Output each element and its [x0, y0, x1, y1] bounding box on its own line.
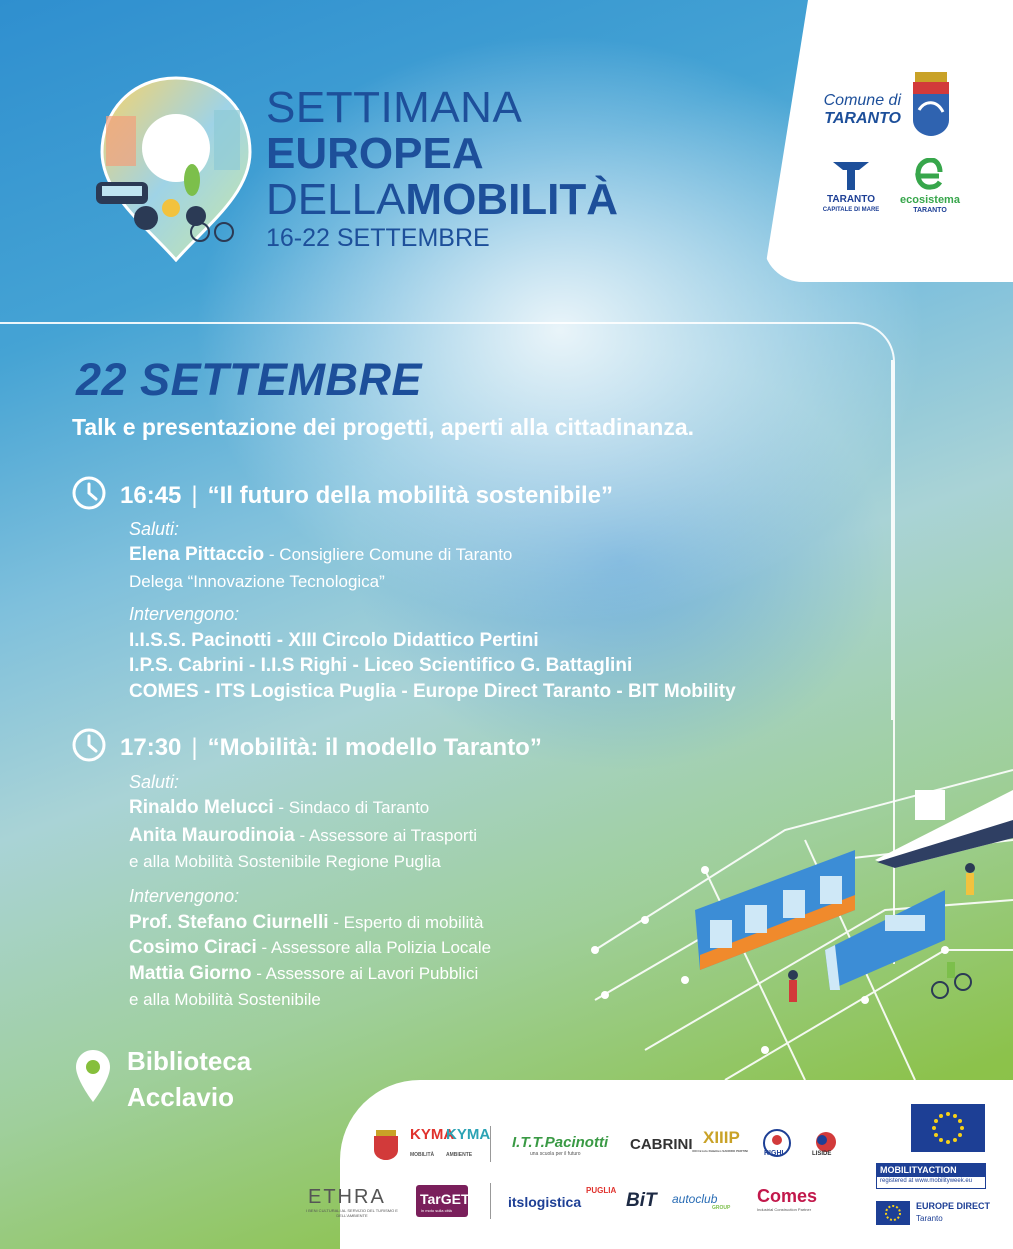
eu-flag-small-icon	[876, 1201, 910, 1225]
event-date: 22 SETTEMBRE	[76, 354, 423, 405]
title-line-3	[266, 175, 619, 224]
session-1-time: 16:45	[120, 482, 182, 509]
target-logo: TarGET	[420, 1191, 470, 1207]
title-line-3-bold: MOBILITÀ	[405, 175, 619, 224]
separator: |	[191, 482, 198, 509]
session-1-title: “Il futuro della mobilità sostenibile”	[207, 482, 613, 509]
kyma-mobilita-logo: KYMA	[410, 1126, 455, 1143]
xiiip-sub: XIII Circolo Didattico SANDRO PERTINI	[692, 1149, 748, 1153]
session-1-greetings-label: Saluti:	[129, 519, 180, 539]
ethra-sub: I BENI CULTURALI AL SERVIZIO DEL TURISMO E DELL'AMBIENTE	[306, 1208, 398, 1218]
ecosistema-logo-text: ecosistema	[900, 194, 960, 206]
sponsor-divider	[490, 1183, 491, 1219]
righi-logo-text: RIGHI	[764, 1150, 784, 1157]
session-2-greeting-3: e alla Mobilità Sostenibile Regione Puglia	[129, 852, 441, 871]
panel-frame-side	[891, 360, 893, 720]
session-2-time: 17:30	[120, 734, 182, 761]
ecosistema-logo-icon	[913, 158, 943, 190]
its-logistica-logo: itslogistica	[508, 1194, 582, 1210]
session-1-speakers-label: Intervengono:	[129, 604, 240, 624]
title-line-3-light: DELLA	[266, 175, 406, 224]
person-name: Prof. Stefano Ciurnelli	[129, 912, 329, 933]
location-pin-icon	[74, 1048, 112, 1104]
comes-logo: Comes	[757, 1186, 818, 1206]
event-subtitle: Talk e presentazione dei progetti, aperti alla cittadinanza.	[72, 414, 695, 440]
mobility-action-sub: registered at www.mobilityweek.eu	[880, 1178, 973, 1184]
clock-icon	[72, 476, 106, 510]
liside-logo-text: LISIDE	[812, 1151, 832, 1157]
title-line-2: EUROPEA	[266, 129, 484, 178]
taranto-crest-icon	[372, 1128, 400, 1162]
kyma-ambiente-logo: KYMA	[446, 1126, 491, 1143]
mobility-action-label: MOBILITYACTION	[877, 1164, 985, 1177]
session-1-greeting-1	[129, 544, 512, 566]
kyma-ambiente-sub: AMBIENTE	[446, 1152, 473, 1158]
mobility-week-pin-logo	[96, 76, 256, 262]
person-role: - Assessore ai Trasporti	[299, 826, 478, 845]
comune-name: TARANTO	[824, 110, 901, 127]
comune-label	[813, 92, 901, 128]
person-name: Mattia Giorno	[129, 963, 252, 984]
venue	[127, 1043, 251, 1115]
pacinotti-logo: I.T.T.Pacinotti	[512, 1134, 609, 1151]
europe-direct-label: EUROPE DIRECT	[916, 1201, 991, 1211]
its-puglia: PUGLIA	[586, 1186, 617, 1195]
separator: |	[191, 734, 198, 761]
person-name: Anita Maurodinoia	[129, 825, 295, 846]
person-role: - Consigliere Comune di Taranto	[268, 545, 513, 564]
comes-sub: Industrial Construction Partner	[757, 1207, 812, 1212]
venue-line-2: Acclavio	[127, 1082, 234, 1112]
session-2-speaker-1	[129, 912, 484, 934]
taranto-coat-of-arms-icon	[909, 70, 953, 138]
person-name: Elena Pittaccio	[129, 544, 265, 565]
comune-di: Comune di	[823, 92, 901, 109]
event-logo-title	[266, 83, 619, 252]
cabrini-logo: CABRINI	[630, 1136, 693, 1153]
clock-icon	[72, 728, 106, 762]
ethra-logo: ETHRA	[308, 1186, 386, 1208]
eu-flag-icon	[911, 1104, 985, 1152]
europe-direct-logo	[876, 1199, 990, 1227]
session-2-header	[120, 734, 542, 762]
person-role: - Assessore ai Lavori Pubblici	[256, 964, 479, 983]
autoclub-sub: GROUP	[712, 1205, 731, 1211]
mobility-action-badge	[876, 1163, 986, 1189]
bit-logo: BiT	[626, 1190, 657, 1211]
ecosistema-logo-sub: TARANTO	[913, 207, 947, 214]
session-2-speakers-label: Intervengono:	[129, 886, 240, 906]
person-role: - Assessore alla Polizia Locale	[261, 938, 492, 957]
partner-logos-top	[813, 70, 973, 230]
session-2-greeting-2	[129, 825, 477, 847]
session-1-greeting-2: Delega “Innovazione Tecnologica”	[129, 572, 385, 591]
session-1-speaker-1: I.I.S.S. Pacinotti - XIII Circolo Didattico Pertini	[129, 630, 539, 651]
venue-line-1: Biblioteca	[127, 1046, 252, 1076]
sponsor-divider	[490, 1126, 491, 1162]
person-name: Cosimo Ciraci	[129, 937, 257, 958]
xiiip-logo: XIIIP	[703, 1128, 740, 1147]
autoclub-logo: autoclub	[672, 1192, 718, 1206]
session-2-speaker-3	[129, 963, 478, 985]
kyma-mobilita-sub: MOBILITÀ	[410, 1152, 435, 1158]
session-2-speaker-4: e alla Mobilità Sostenibile	[129, 990, 321, 1009]
person-role: - Sindaco di Taranto	[278, 798, 430, 817]
person-role: - Esperto di mobilità	[333, 913, 484, 932]
pacinotti-sub: una scuola per il futuro	[530, 1151, 581, 1157]
session-1-header	[120, 482, 613, 510]
session-2-greetings-label: Saluti:	[129, 772, 180, 792]
taranto-logo-text: TARANTO	[827, 194, 875, 205]
session-2-greeting-1	[129, 797, 429, 819]
session-2-speaker-2	[129, 937, 491, 959]
session-1-speaker-3: COMES - ITS Logistica Puglia - Europe Direct Taranto - BIT Mobility	[129, 681, 736, 702]
target-sub: in moto sulla città	[421, 1208, 452, 1213]
session-1-speaker-2: I.P.S. Cabrini - I.I.S Righi - Liceo Scientifico G. Battaglini	[129, 655, 633, 676]
session-2-title: “Mobilità: il modello Taranto”	[207, 734, 542, 761]
person-name: Rinaldo Melucci	[129, 797, 274, 818]
title-line-1: SETTIMANA	[266, 83, 523, 132]
europe-direct-sub: Taranto	[916, 1214, 943, 1223]
transport-scene-illustration	[585, 750, 1013, 1080]
event-dates: 16-22 SETTEMBRE	[266, 224, 490, 252]
taranto-logo-sub: CAPITALE DI MARE	[822, 207, 880, 213]
